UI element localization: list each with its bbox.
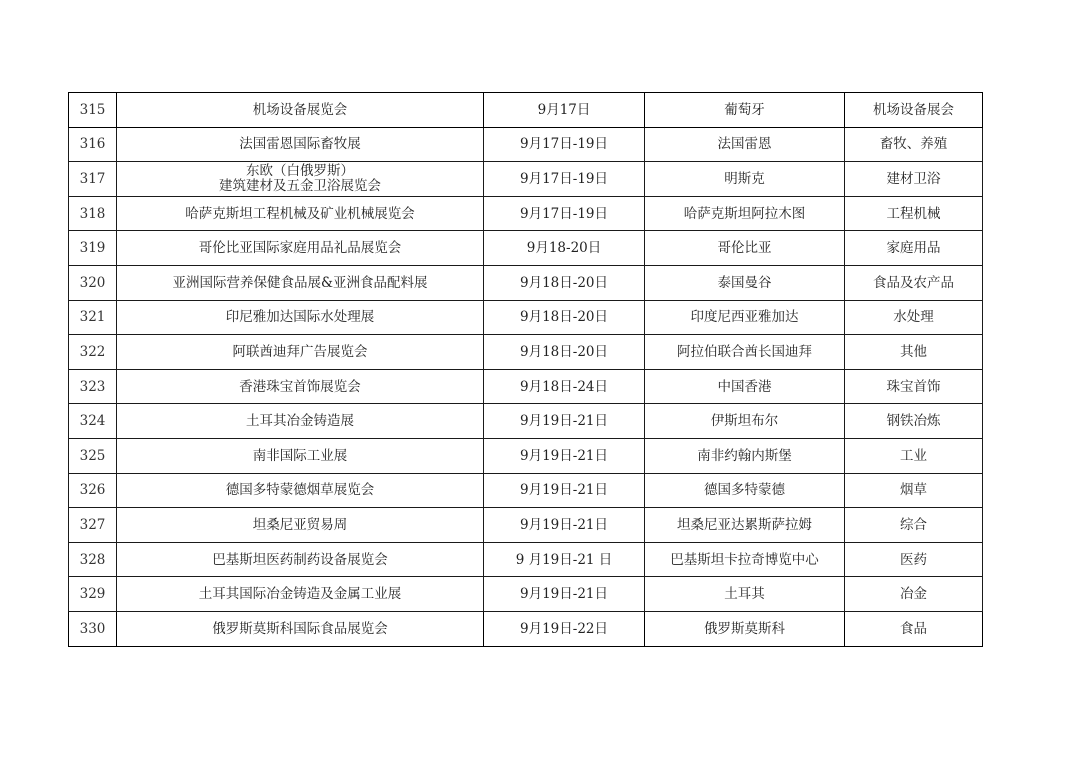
- table-row: [69, 231, 983, 266]
- table-row: [69, 335, 983, 370]
- table-row: [69, 542, 983, 577]
- exhibition-name: 印尼雅加达国际水处理展: [117, 300, 484, 335]
- row-number: 318: [69, 196, 117, 231]
- table-row: [69, 438, 983, 473]
- exhibition-category: 钢铁冶炼: [845, 404, 983, 439]
- exhibition-location: 阿拉伯联合酋长国迪拜: [645, 335, 845, 370]
- row-number: 317: [69, 162, 117, 197]
- exhibition-date: 9月18日-24日: [484, 369, 645, 404]
- exhibition-name: 法国雷恩国际畜牧展: [117, 127, 484, 162]
- exhibition-location: 泰国曼谷: [645, 265, 845, 300]
- exhibition-date: 9月19日-21日: [484, 473, 645, 508]
- row-number: 316: [69, 127, 117, 162]
- exhibition-location: 土耳其: [645, 577, 845, 612]
- exhibition-date: 9月18-20日: [484, 231, 645, 266]
- exhibition-name: 坦桑尼亚贸易周: [117, 508, 484, 543]
- table-row: [69, 196, 983, 231]
- row-number: 315: [69, 93, 117, 128]
- exhibition-name: 亚洲国际营养保健食品展&亚洲食品配料展: [117, 265, 484, 300]
- row-number: 325: [69, 438, 117, 473]
- exhibition-table: [68, 92, 983, 647]
- exhibition-category: 食品: [845, 611, 983, 646]
- exhibition-date: 9月18日-20日: [484, 335, 645, 370]
- exhibition-category: 工业: [845, 438, 983, 473]
- exhibition-name: 土耳其冶金铸造展: [117, 404, 484, 439]
- row-number: 320: [69, 265, 117, 300]
- table-row: [69, 369, 983, 404]
- exhibition-location: 印度尼西亚雅加达: [645, 300, 845, 335]
- exhibition-name: [117, 162, 484, 197]
- row-number: 327: [69, 508, 117, 543]
- table-row: [69, 162, 983, 197]
- exhibition-location: 巴基斯坦卡拉奇博览中心: [645, 542, 845, 577]
- row-number: 324: [69, 404, 117, 439]
- exhibition-category: 冶金: [845, 577, 983, 612]
- exhibition-location: 伊斯坦布尔: [645, 404, 845, 439]
- exhibition-date: 9月19日-21日: [484, 404, 645, 439]
- exhibition-location: 法国雷恩: [645, 127, 845, 162]
- table-row: [69, 577, 983, 612]
- exhibition-table-body: [69, 93, 983, 647]
- exhibition-category: 食品及农产品: [845, 265, 983, 300]
- exhibition-date: 9月17日-19日: [484, 196, 645, 231]
- exhibition-category: 畜牧、养殖: [845, 127, 983, 162]
- exhibition-location: 德国多特蒙德: [645, 473, 845, 508]
- exhibition-category: 工程机械: [845, 196, 983, 231]
- exhibition-location: 坦桑尼亚达累斯萨拉姆: [645, 508, 845, 543]
- exhibition-name: 德国多特蒙德烟草展览会: [117, 473, 484, 508]
- table-row: [69, 265, 983, 300]
- row-number: 319: [69, 231, 117, 266]
- exhibition-location: 哈萨克斯坦阿拉木图: [645, 196, 845, 231]
- exhibition-name: 机场设备展览会: [117, 93, 484, 128]
- table-row: [69, 508, 983, 543]
- exhibition-category: 建材卫浴: [845, 162, 983, 197]
- row-number: 323: [69, 369, 117, 404]
- table-row: [69, 127, 983, 162]
- row-number: 328: [69, 542, 117, 577]
- exhibition-date: 9月18日-20日: [484, 265, 645, 300]
- exhibition-name: 哈萨克斯坦工程机械及矿业机械展览会: [117, 196, 484, 231]
- row-number: 330: [69, 611, 117, 646]
- row-number: 329: [69, 577, 117, 612]
- exhibition-category: 医药: [845, 542, 983, 577]
- exhibition-category: 烟草: [845, 473, 983, 508]
- exhibition-name: 俄罗斯莫斯科国际食品展览会: [117, 611, 484, 646]
- table-row: [69, 404, 983, 439]
- exhibition-category: 综合: [845, 508, 983, 543]
- exhibition-date: 9月19日-21日: [484, 508, 645, 543]
- exhibition-location: 葡萄牙: [645, 93, 845, 128]
- exhibition-name-text: 东欧（白俄罗斯） 建筑建材及五金卫浴展览会: [219, 162, 381, 194]
- exhibition-date: 9月18日-20日: [484, 300, 645, 335]
- exhibition-location: 南非约翰内斯堡: [645, 438, 845, 473]
- row-number: 321: [69, 300, 117, 335]
- exhibition-name: 哥伦比亚国际家庭用品礼品展览会: [117, 231, 484, 266]
- exhibition-category: 家庭用品: [845, 231, 983, 266]
- exhibition-category: 机场设备展会: [845, 93, 983, 128]
- exhibition-category: 珠宝首饰: [845, 369, 983, 404]
- exhibition-date: 9 月19日-21 日: [484, 542, 645, 577]
- exhibition-name: 土耳其国际冶金铸造及金属工业展: [117, 577, 484, 612]
- exhibition-date: 9月17日-19日: [484, 127, 645, 162]
- exhibition-date: 9月19日-21日: [484, 577, 645, 612]
- exhibition-name: 巴基斯坦医药制药设备展览会: [117, 542, 484, 577]
- exhibition-location: 俄罗斯莫斯科: [645, 611, 845, 646]
- exhibition-location: 明斯克: [645, 162, 845, 197]
- exhibition-date: 9月17日: [484, 93, 645, 128]
- exhibition-category: 其他: [845, 335, 983, 370]
- table-row: [69, 473, 983, 508]
- table-row: [69, 300, 983, 335]
- row-number: 322: [69, 335, 117, 370]
- exhibition-date: 9月17日-19日: [484, 162, 645, 197]
- table-row: [69, 93, 983, 128]
- exhibition-name: 阿联酋迪拜广告展览会: [117, 335, 484, 370]
- exhibition-date: 9月19日-21日: [484, 438, 645, 473]
- exhibition-location: 中国香港: [645, 369, 845, 404]
- exhibition-category: 水处理: [845, 300, 983, 335]
- row-number: 326: [69, 473, 117, 508]
- table-row: [69, 611, 983, 646]
- exhibition-name: 南非国际工业展: [117, 438, 484, 473]
- exhibition-name: 香港珠宝首饰展览会: [117, 369, 484, 404]
- exhibition-date: 9月19日-22日: [484, 611, 645, 646]
- exhibition-location: 哥伦比亚: [645, 231, 845, 266]
